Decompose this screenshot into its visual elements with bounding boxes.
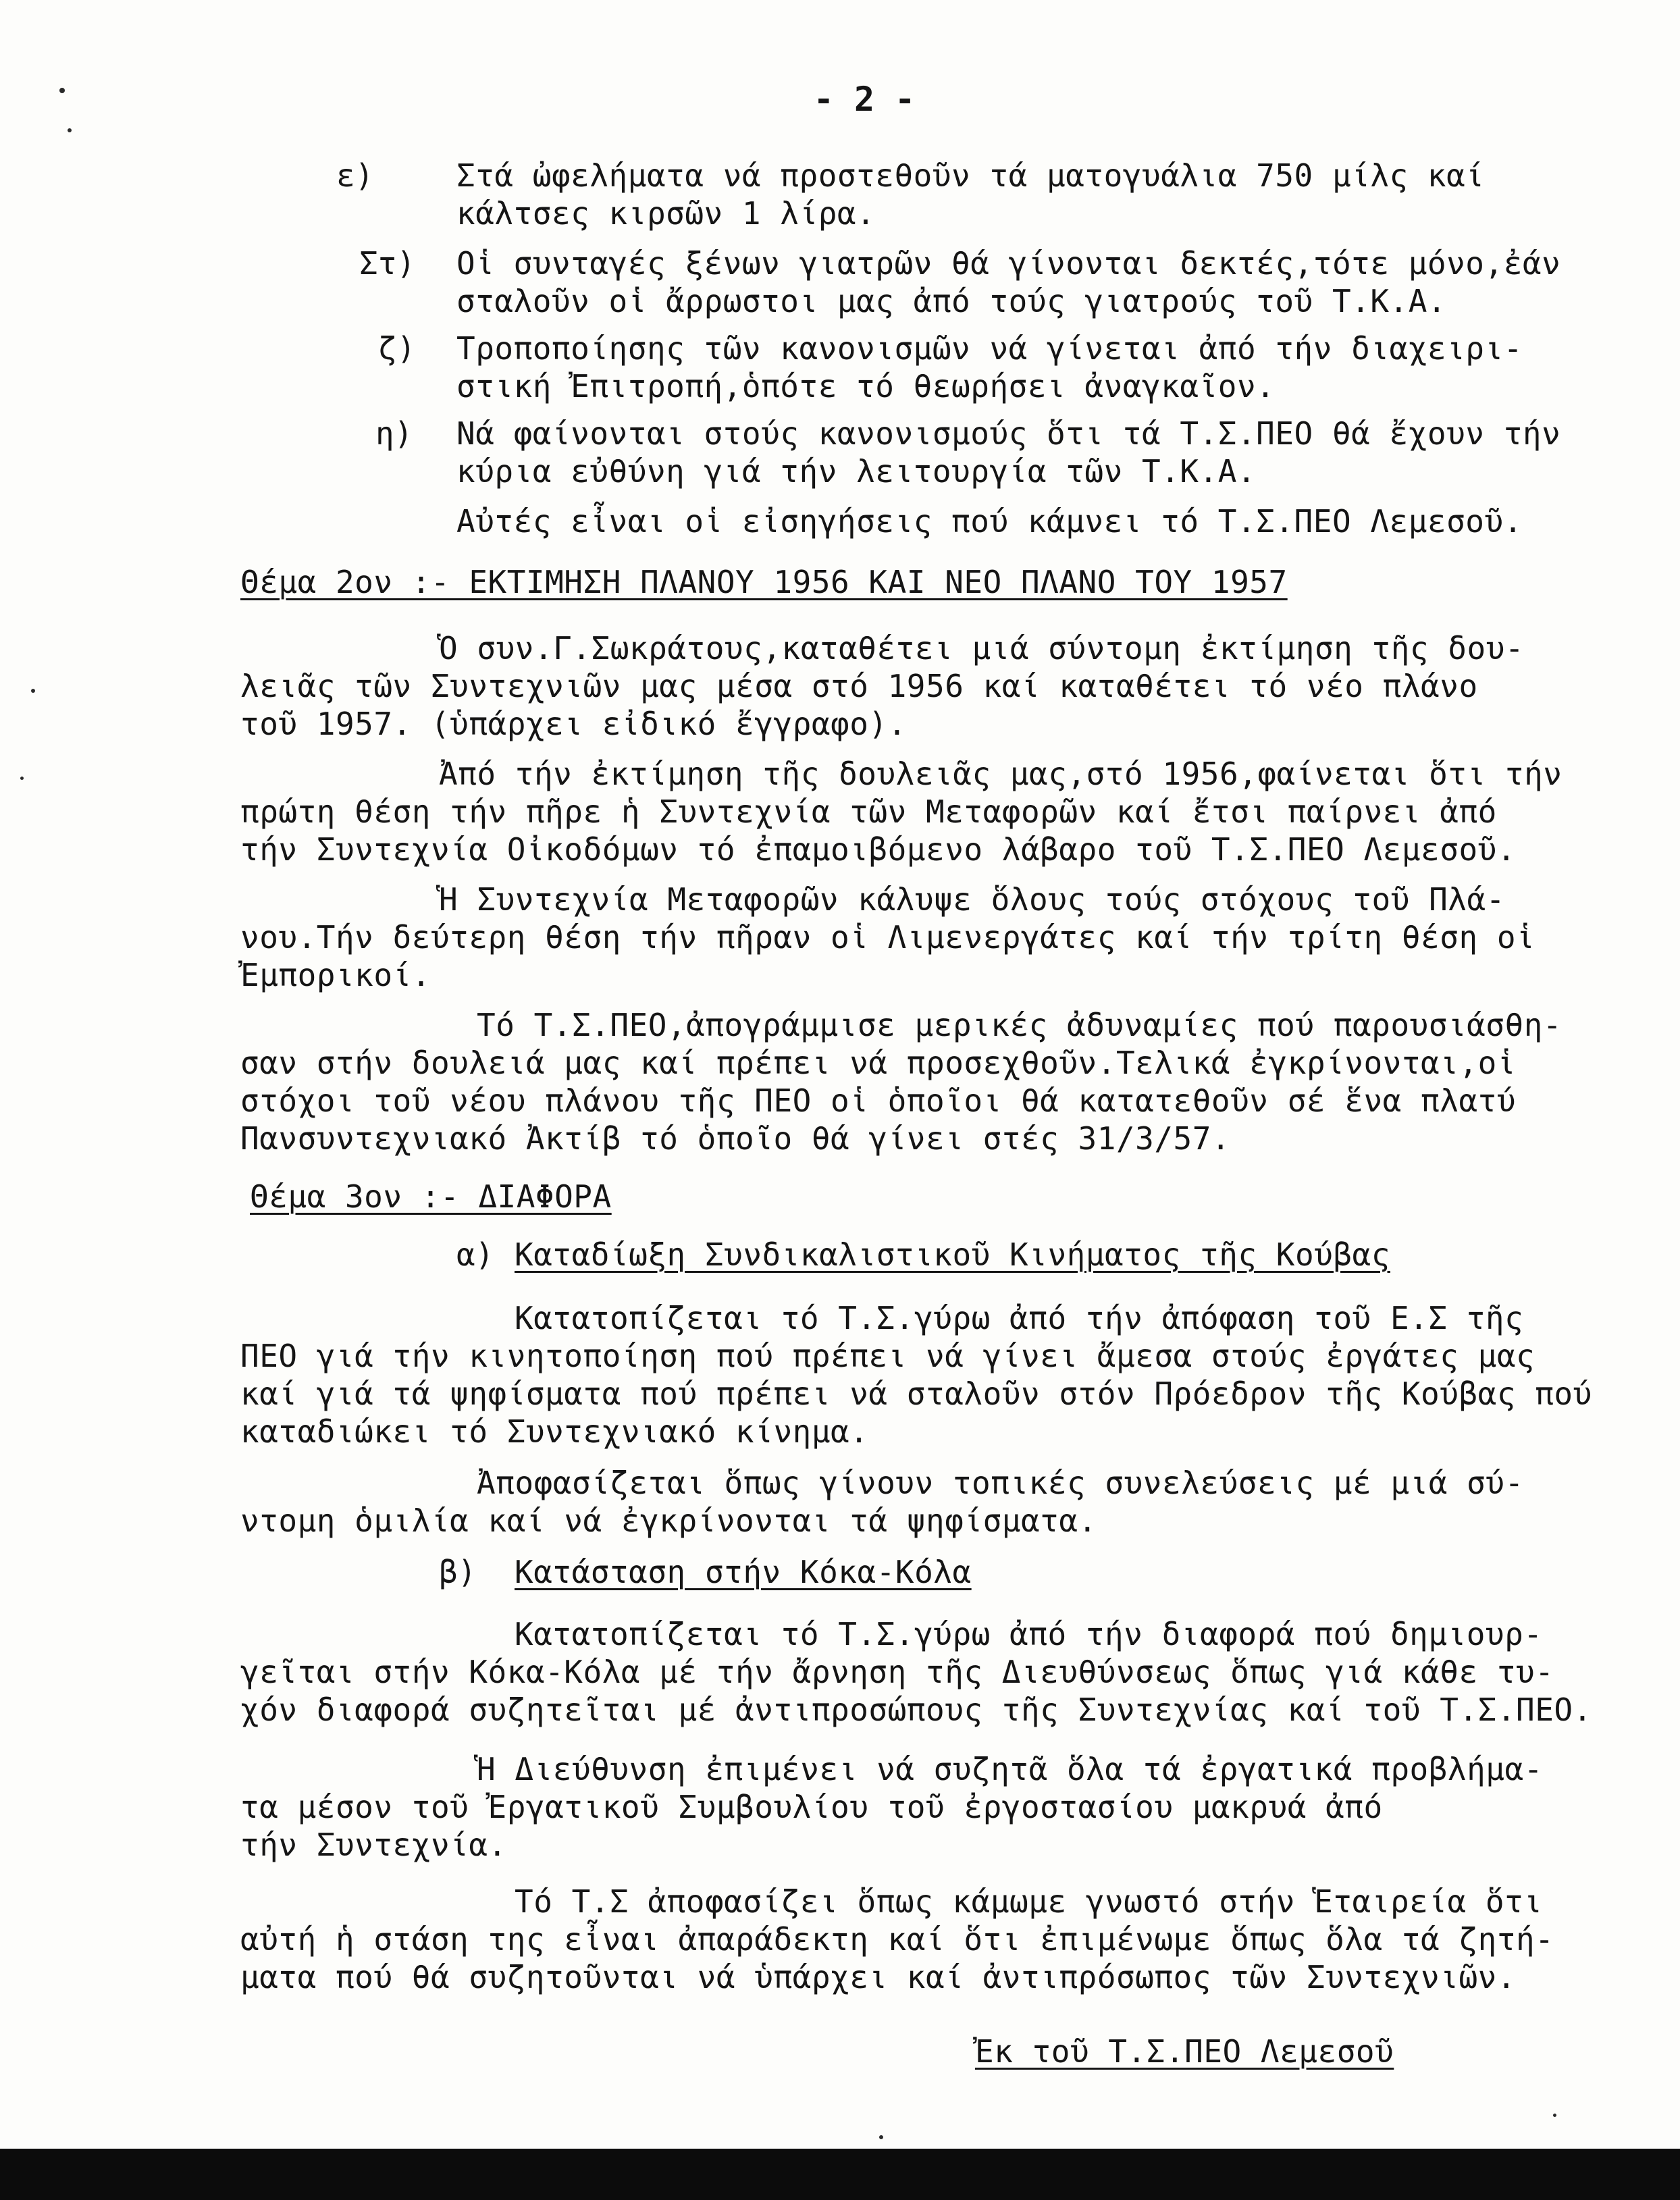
- sub-b-p3-line-2: αὐτή ἡ στάση της εἶναι ἀπαράδεκτη καί ὅτι ἐπιμένωμε ὅπως ὅλα τά ζητή-: [240, 1921, 1554, 1958]
- item-z-line-2: στική Ἐπιτροπή,ὁπότε τό θεωρήσει ἀναγκαῖον.: [456, 368, 1276, 404]
- sub-b-p1-line-3: χόν διαφορά συζητεῖται μέ ἀντιπροσώπους τῆς Συντεχνίας καί τοῦ Τ.Σ.ΠΕΟ.: [240, 1692, 1592, 1728]
- sub-b-p3-line-1: Τό Τ.Σ ἀποφασίζει ὅπως κάμωμε γνωστό στήν Ἑταιρεία ὅτι: [515, 1883, 1543, 1920]
- sub-a-p1-line-1: Κατατοπίζεται τό Τ.Σ.γύρω ἀπό τήν ἀπόφαση τοῦ Ε.Σ τῆς: [515, 1300, 1524, 1336]
- sub-a-p2-line-1: Ἀποφασίζεται ὅπως γίνουν τοπικές συνελεύσεις μέ μιά σύ-: [477, 1465, 1524, 1501]
- sub-a-title: Καταδίωξη Συνδικαλιστικοῦ Κινήματος τῆς Κούβας: [515, 1236, 1390, 1273]
- scan-speck: [20, 777, 24, 780]
- sub-b-p2-line-1: Ἡ Διεύθυνση ἐπιμένει νά συζητᾶ ὅλα τά ἐργατικά προβλήμα-: [477, 1751, 1543, 1787]
- sub-b-p2-line-2: τα μέσον τοῦ Ἐργατικοῦ Συμβουλίου τοῦ ἐργοστασίου μακρυά ἀπό: [240, 1789, 1383, 1825]
- theme2-p1-line-1: Ὁ συν.Γ.Σωκράτους,καταθέτει μιά σύντομη ἐκτίμηση τῆς δου-: [439, 630, 1525, 666]
- sub-b-p1-line-2: γεῖται στήν Κόκα-Κόλα μέ τήν ἄρνηση τῆς Διευθύνσεως ὅπως γιά κάθε τυ-: [240, 1654, 1554, 1690]
- theme2-p1-line-3: τοῦ 1957. (ὑπάρχει εἰδικό ἔγγραφο).: [240, 706, 907, 742]
- item-st-line-1: Οἱ συνταγές ξένων γιατρῶν θά γίνονται δεκτές,τότε μόνο,ἐάν: [456, 245, 1561, 282]
- item-h-line-1: Νά φαίνονται στούς κανονισμούς ὅτι τά Τ.Σ.ΠΕΟ θά ἔχουν τήν: [456, 415, 1561, 452]
- sub-a-p2-line-2: ντομη ὁμιλία καί νά ἐγκρίνονται τά ψηφίσματα.: [240, 1502, 1097, 1539]
- theme2-p1-line-2: λειᾶς τῶν Συντεχνιῶν μας μέσα στό 1956 καί καταθέτει τό νέο πλάνο: [240, 668, 1478, 704]
- theme2-p4-line-1: Τό Τ.Σ.ΠΕΟ,ἀπογράμμισε μερικές ἀδυναμίες πού παρουσιάσθη-: [477, 1007, 1563, 1043]
- theme2-heading: Θέμα 2ον :- ΕΚΤΙΜΗΣΗ ΠΛΑΝΟΥ 1956 ΚΑΙ ΝΕΟ ΠΛΑΝΟ ΤΟΥ 1957: [240, 564, 1288, 600]
- sub-b-p1-line-1: Κατατοπίζεται τό Τ.Σ.γύρω ἀπό τήν διαφορά πού δημιουρ-: [515, 1616, 1543, 1652]
- sub-a-marker: α): [456, 1236, 494, 1273]
- theme2-p3-line-2: νου.Τήν δεύτερη θέση τήν πῆραν οἱ Λιμενεργάτες καί τήν τρίτη θέση οἱ: [240, 919, 1535, 955]
- sub-b-marker: β): [439, 1554, 477, 1590]
- closing-line: Αὐτές εἶναι οἱ εἰσηγήσεις πού κάμνει τό Τ.Σ.ΠΕΟ Λεμεσοῦ.: [456, 503, 1523, 540]
- theme2-p2-line-1: Ἀπό τήν ἐκτίμηση τῆς δουλειᾶς μας,στό 1956,φαίνεται ὅτι τήν: [439, 756, 1563, 792]
- theme3-heading: Θέμα 3ον :- ΔΙΑΦΟΡΑ: [250, 1178, 612, 1215]
- scan-speck: [59, 88, 65, 93]
- signature-line: Ἐκ τοῦ Τ.Σ.ΠΕΟ Λεμεσοῦ: [975, 2033, 1394, 2070]
- item-h-line-2: κύρια εὐθύνη γιά τήν λειτουργία τῶν Τ.Κ.Α.: [456, 453, 1257, 490]
- sub-b-title: Κατάσταση στήν Κόκα-Κόλα: [515, 1554, 972, 1590]
- scan-speck: [31, 689, 35, 693]
- scan-speck: [879, 2135, 883, 2139]
- sub-a-p1-line-2: ΠΕΟ γιά τήν κινητοποίηση πού πρέπει νά γίνει ἄμεσα στούς ἐργάτες μας: [240, 1338, 1535, 1374]
- sub-a-p1-line-4: καταδιώκει τό Συντεχνιακό κίνημα.: [240, 1413, 869, 1450]
- item-marker-st: Στ): [359, 245, 416, 282]
- scan-speck: [68, 128, 72, 132]
- page-number: - 2 -: [813, 80, 916, 119]
- item-marker-h: η): [375, 415, 413, 452]
- theme2-p2-line-3: τήν Συντεχνία Οἰκοδόμων τό ἐπαμοιβόμενο λάβαρο τοῦ Τ.Σ.ΠΕΟ Λεμεσοῦ.: [240, 831, 1517, 868]
- theme2-p4-line-2: σαν στήν δουλειά μας καί πρέπει νά προσεχθοῦν.Τελικά ἐγκρίνονται,οἱ: [240, 1045, 1517, 1081]
- item-z-line-1: Τροποποίησης τῶν κανονισμῶν νά γίνεται ἀπό τήν διαχειρι-: [456, 330, 1523, 367]
- scan-bottom-edge: [0, 2149, 1680, 2200]
- item-marker-z: ζ): [378, 330, 416, 367]
- item-e-line-2: κάλτσες κιρσῶν 1 λίρα.: [456, 195, 876, 232]
- sub-b-p2-line-3: τήν Συντεχνία.: [240, 1827, 507, 1863]
- item-st-line-2: σταλοῦν οἱ ἄρρωστοι μας ἀπό τούς γιατρούς τοῦ Τ.Κ.Α.: [456, 283, 1447, 319]
- theme2-p3-line-1: Ἡ Συντεχνία Μεταφορῶν κάλυψε ὅλους τούς στόχους τοῦ Πλά-: [439, 881, 1505, 918]
- theme2-p4-line-3: στόχοι τοῦ νέου πλάνου τῆς ΠΕΟ οἱ ὁποῖοι θά κατατεθοῦν σέ ἕνα πλατύ: [240, 1082, 1517, 1119]
- theme2-p4-line-4: Πανσυντεχνιακό Ἀκτίβ τό ὁποῖο θά γίνει στές 31/3/57.: [240, 1120, 1231, 1157]
- sub-b-p3-line-3: ματα πού θά συζητοῦνται νά ὑπάρχει καί ἀντιπρόσωπος τῶν Συντεχνιῶν.: [240, 1959, 1517, 1995]
- sub-a-p1-line-3: καί γιά τά ψηφίσματα πού πρέπει νά σταλοῦν στόν Πρόεδρον τῆς Κούβας πού: [240, 1376, 1592, 1412]
- scan-speck: [1553, 2114, 1556, 2117]
- theme2-p3-line-3: Ἐμπορικοί.: [240, 957, 431, 993]
- item-e-line-1: Στά ὠφελήματα νά προστεθοῦν τά ματογυάλια 750 μίλς καί: [456, 157, 1485, 194]
- theme2-p2-line-2: πρώτη θέση τήν πῆρε ἡ Συντεχνία τῶν Μεταφορῶν καί ἔτσι παίρνει ἀπό: [240, 793, 1497, 830]
- item-marker-e: ε): [336, 157, 374, 194]
